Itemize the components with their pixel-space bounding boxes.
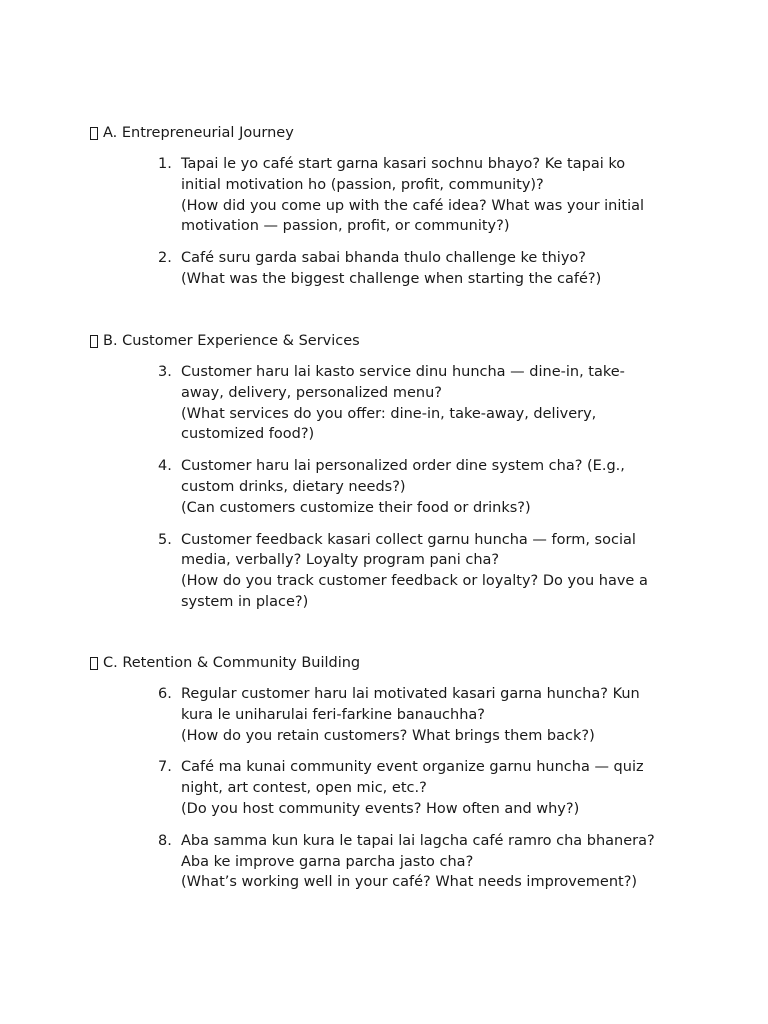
question-item-1 [158, 154, 678, 237]
question-line: Regular customer haru lai motivated kasari garna huncha? Kun [181, 686, 640, 702]
question-translation-line: (What was the biggest challenge when starting the café?) [181, 270, 602, 287]
question-number: 3. [158, 364, 172, 380]
question-item-2 [158, 248, 678, 290]
question-item-8 [158, 831, 678, 893]
section-heading [90, 123, 690, 143]
question-line: kura le uniharulai feri-farkine banauchha? [181, 706, 485, 723]
question-body [181, 684, 678, 746]
section-b [90, 331, 690, 610]
question-line: Tapai le yo café start garna kasari sochnu bhayo? Ke tapai ko [181, 156, 626, 172]
section-heading [90, 331, 690, 351]
question-translation-line: (How did you come up with the café idea? What was your initial [181, 197, 645, 214]
question-line: Aba ke improve garna parcha jasto cha? [181, 853, 474, 870]
question-item-4 [158, 456, 678, 518]
question-line: media, verbally? Loyalty program pani cha? [181, 552, 500, 569]
question-line: night, art contest, open mic, etc.? [181, 780, 427, 797]
question-list [158, 684, 678, 904]
question-translation-line: (How do you retain customers? What brings them back?) [181, 727, 595, 744]
question-item-7 [158, 757, 678, 819]
question-item-6 [158, 684, 678, 746]
question-translation-line: (Do you host community events? How often and why?) [181, 800, 580, 817]
question-number: 1. [158, 156, 172, 172]
question-number: 7. [158, 759, 172, 776]
question-item-3 [158, 362, 678, 445]
question-line: Customer feedback kasari collect garnu huncha — form, social [181, 531, 636, 548]
question-translation-line: (What services do you offer: dine-in, take-away, delivery, [181, 405, 597, 422]
question-number: 8. [158, 832, 172, 849]
question-translation-line: (How do you track customer feedback or loyalty? Do you have a [181, 573, 648, 590]
missing-glyph-box-icon [90, 657, 98, 670]
question-body [181, 248, 678, 290]
section-heading [90, 653, 690, 673]
question-translation-line: system in place?) [181, 593, 309, 610]
question-body [181, 530, 678, 613]
question-list [158, 362, 678, 624]
question-translation-line: (What’s working well in your café? What needs improvement?) [181, 874, 638, 891]
question-line: Customer haru lai kasto service dinu huncha — dine-in, take- [181, 364, 625, 380]
section-heading-text: A. Entrepreneurial Journey [103, 124, 294, 141]
question-item-5 [158, 530, 678, 613]
question-translation-line: customized food?) [181, 426, 315, 443]
question-number: 5. [158, 531, 172, 548]
question-line: custom drinks, dietary needs?) [181, 478, 406, 495]
missing-glyph-box-icon [90, 335, 98, 348]
question-translation-line: (Can customers customize their food or drinks?) [181, 499, 531, 516]
question-line: Customer haru lai personalized order dine system cha? (E.g., [181, 458, 625, 475]
question-body [181, 362, 678, 445]
section-c [90, 653, 690, 891]
section-a [90, 123, 690, 287]
question-translation-line: motivation — passion, profit, or community?) [181, 218, 510, 235]
section-heading-text: C. Retention & Community Building [103, 654, 361, 671]
question-number: 4. [158, 458, 172, 475]
question-line: Café ma kunai community event organize garnu huncha — quiz [181, 759, 644, 776]
question-line: Café suru garda sabai bhanda thulo challenge ke thiyo? [181, 250, 586, 267]
question-body [181, 757, 678, 819]
question-line: away, delivery, personalized menu? [181, 384, 442, 401]
question-number: 6. [158, 686, 172, 702]
question-body [181, 456, 678, 518]
section-heading-text: B. Customer Experience & Services [103, 332, 360, 349]
missing-glyph-box-icon [90, 127, 98, 140]
question-body [181, 831, 678, 893]
question-list [158, 154, 678, 301]
question-line: initial motivation ho (passion, profit, community)? [181, 176, 544, 193]
question-body [181, 154, 678, 237]
question-number: 2. [158, 250, 172, 267]
question-line: Aba samma kun kura le tapai lai lagcha café ramro cha bhanera? [181, 832, 655, 849]
